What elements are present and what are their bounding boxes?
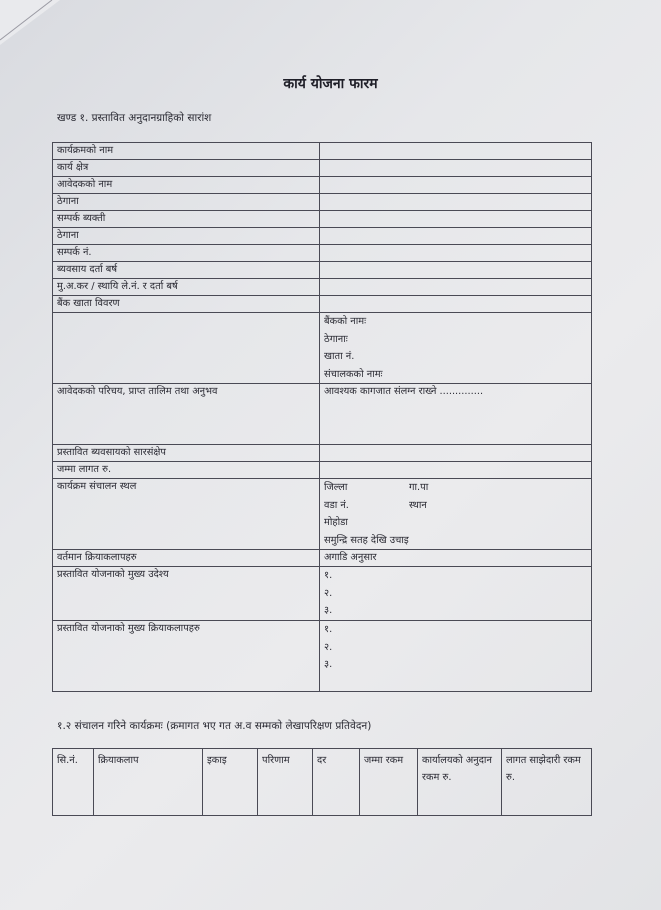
col-cost-share: लागत साझेदारी रकम रु.	[502, 749, 592, 816]
row-value[interactable]	[320, 279, 592, 296]
table-row	[53, 211, 592, 228]
table-row	[53, 177, 592, 194]
row-label: सम्पर्क नं.	[53, 245, 320, 262]
bank-details-row	[53, 313, 592, 384]
row-label: बैंक खाता विवरण	[53, 296, 320, 313]
gapa-label: गा.पा	[409, 482, 429, 493]
total-cost-row	[53, 462, 592, 479]
row-value[interactable]	[320, 211, 592, 228]
section2-heading: १.२ संचालन गरिने कार्यक्रमः (क्रमागत भए गत अ.व सम्मको लेखापरिक्षण प्रतिवेदन)	[57, 720, 372, 732]
col-office-grant: कार्यालयको अनुदान रकम रु.	[418, 749, 502, 816]
place-label: स्थान	[409, 499, 427, 511]
activity-header-row	[53, 749, 592, 816]
list-item: ३.	[324, 659, 333, 670]
row-value[interactable]	[320, 245, 592, 262]
activity-table	[52, 748, 592, 816]
row-value[interactable]	[320, 160, 592, 177]
district-label: जिल्ला	[324, 482, 348, 493]
total-cost-value[interactable]	[320, 462, 592, 479]
table-row	[53, 245, 592, 262]
location-row	[53, 479, 592, 550]
row-value[interactable]	[320, 296, 592, 313]
table-row	[53, 296, 592, 313]
row-label: ब्यवसाय दर्ता बर्ष	[53, 262, 320, 279]
applicant-intro-value[interactable]: आवश्यक कागजात संलग्न राख्ने ..............	[320, 384, 592, 445]
location-label: कार्यक्रम संचालन स्थल	[53, 479, 320, 550]
main-activities-items[interactable]	[320, 621, 592, 692]
list-item: ३.	[324, 605, 333, 616]
section1-heading: खण्ड १. प्रस्तावित अनुदानग्राहिको सारांश	[57, 112, 212, 124]
applicant-intro-label: आवेदकको परिचय, प्राप्त तालिम तथा अनुभव	[53, 384, 320, 445]
list-item: २.	[324, 587, 333, 599]
col-rate: दर	[313, 749, 360, 816]
table-row	[53, 279, 592, 296]
table-row	[53, 228, 592, 245]
operator-name-label: संचालकको नामः	[324, 368, 383, 380]
list-item: २.	[324, 641, 333, 653]
objective-row	[53, 567, 592, 621]
row-label: सम्पर्क ब्यक्ती	[53, 211, 320, 228]
row-label: कार्यक्रमको नाम	[53, 143, 320, 160]
table-row	[53, 262, 592, 279]
page-corner-fold	[0, 0, 60, 45]
row-label: मु.अ.कर / स्थायि ले.नं. र दर्ता बर्ष	[53, 279, 320, 296]
row-label: ठेगाना	[53, 194, 320, 211]
col-total: जम्मा रकम	[360, 749, 418, 816]
current-activities-label: वर्तमान क्रियाकलापहरु	[53, 550, 320, 567]
account-number-label: खाता नं.	[324, 351, 355, 362]
col-quantity: परिणाम	[258, 749, 313, 816]
page-title: कार्य योजना फारम	[283, 76, 378, 92]
objective-label: प्रस्तावित योजनाको मुख्य उदेश्य	[53, 567, 320, 621]
applicant-intro-row	[53, 384, 592, 445]
business-summary-value[interactable]	[320, 445, 592, 462]
business-summary-label: प्रस्तावित ब्यवसायको सारसंक्षेप	[53, 445, 320, 462]
table-row	[53, 160, 592, 177]
col-sn: सि.नं.	[53, 749, 94, 816]
current-activities-row	[53, 550, 592, 567]
main-activities-row	[53, 621, 592, 692]
current-activities-value[interactable]: अगाडि अनुसार	[320, 550, 592, 567]
main-activities-label: प्रस्तावित योजनाको मुख्य क्रियाकलापहरु	[53, 621, 320, 692]
bank-details[interactable]	[320, 313, 592, 384]
bank-name-label: बैंकको नामः	[324, 316, 367, 327]
row-value[interactable]	[320, 194, 592, 211]
row-label: कार्य क्षेत्र	[53, 160, 320, 177]
row-value[interactable]	[320, 228, 592, 245]
row-label: आवेदकको नाम	[53, 177, 320, 194]
list-item: १.	[324, 624, 333, 635]
col-unit: इकाइ	[203, 749, 258, 816]
objective-items[interactable]	[320, 567, 592, 621]
table-row	[53, 194, 592, 211]
bank-address-label: ठेगानाः	[324, 333, 348, 345]
business-summary-row	[53, 445, 592, 462]
table-row	[53, 143, 592, 160]
tole-label: मोहोडा	[324, 517, 348, 528]
ward-label: वडा नं.	[324, 499, 349, 511]
location-details[interactable]	[320, 479, 592, 550]
summary-table	[52, 142, 592, 692]
row-label: ठेगाना	[53, 228, 320, 245]
list-item: १.	[324, 570, 333, 581]
row-value[interactable]	[320, 262, 592, 279]
row-value[interactable]	[320, 177, 592, 194]
row-value[interactable]	[320, 143, 592, 160]
altitude-label: समुन्द्रि सतह देखि उचाइ	[324, 534, 409, 546]
col-activity: क्रियाकलाप	[94, 749, 203, 816]
total-cost-label: जम्मा लागत रु.	[53, 462, 320, 479]
